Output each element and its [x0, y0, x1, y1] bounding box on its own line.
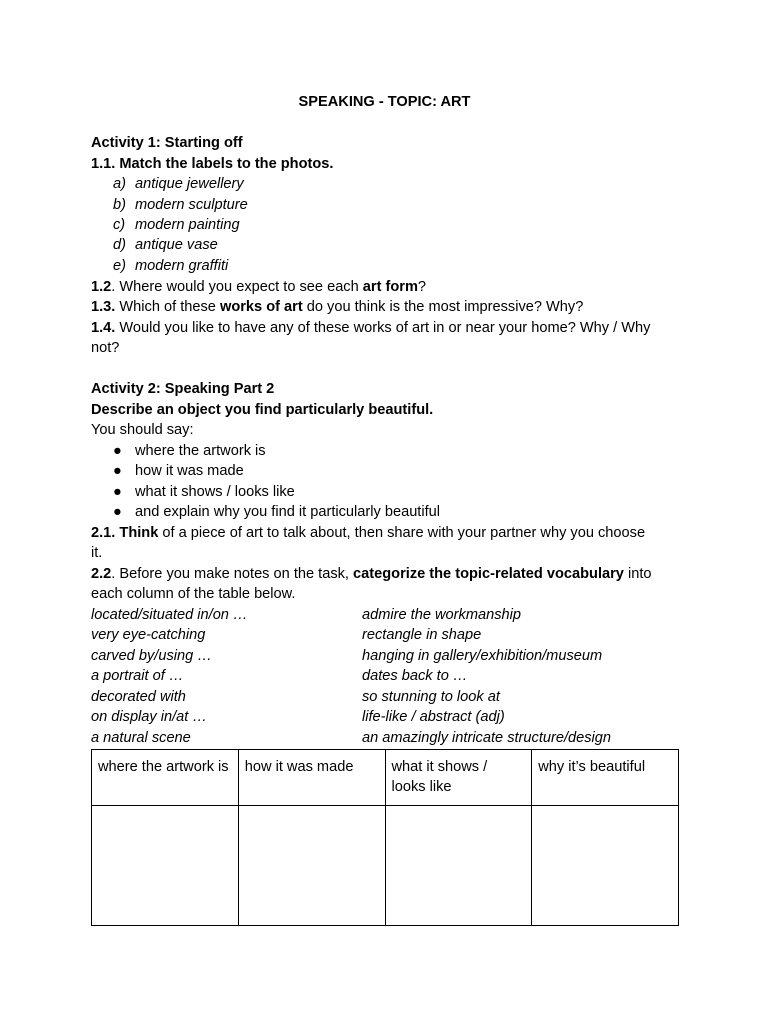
question-2-2-continued: each column of the table below.: [91, 586, 296, 602]
question-keyword: categorize the topic-related vocabulary: [353, 566, 624, 582]
question-text: of a piece of art to talk about, then share with your partner why you choose: [158, 525, 646, 541]
vocab-left-item: carved by/using …: [91, 648, 212, 664]
vocab-left-item: located/situated in/on …: [91, 607, 248, 623]
label-text: antique jewellery: [135, 176, 244, 192]
vocab-right-item: dates back to …: [362, 668, 468, 684]
question-keyword: works of art: [219, 299, 303, 315]
question-1-3: [91, 297, 583, 317]
label-item: [91, 256, 228, 276]
vocab-left-item: decorated with: [91, 689, 186, 705]
bullet-text: and explain why you find it particularly beautiful: [135, 504, 441, 520]
question-text: Which of these: [115, 299, 220, 315]
vocab-right-item: hanging in gallery/exhibition/museum: [362, 648, 603, 664]
vocab-left-item: on display in/at …: [91, 709, 208, 725]
should-say-label: You should say:: [91, 422, 194, 438]
activity2-prompt: Describe an object you find particularly beautiful.: [91, 402, 434, 418]
bullet-item: [91, 461, 244, 481]
vocabulary-category-table: [91, 749, 679, 926]
question-keyword: art form: [362, 279, 418, 295]
header-where-artwork-is: where the artwork is: [92, 750, 239, 806]
question-2-1-continued: it.: [91, 545, 103, 561]
question-text: . Where would you expect to see each: [111, 279, 363, 295]
bullet-dot-icon: ●: [113, 463, 122, 479]
header-what-it-shows: what it shows / looks like: [385, 750, 532, 806]
question-number: 1.4.: [91, 320, 116, 336]
label-item: [91, 215, 240, 235]
vocab-right-item: rectangle in shape: [362, 627, 482, 643]
label-text: modern sculpture: [135, 197, 248, 213]
question-keyword: Think: [115, 525, 159, 541]
question-number: 1.2: [91, 279, 112, 295]
table-header-row: [92, 750, 679, 806]
question-number: 1.3.: [91, 299, 116, 315]
answer-cell-why[interactable]: [532, 806, 679, 926]
bullet-dot-icon: ●: [113, 484, 122, 500]
vocab-right-item: an amazingly intricate structure/design: [362, 730, 612, 746]
label-marker: c): [113, 217, 126, 233]
page-title: SPEAKING - TOPIC: ART: [298, 94, 471, 110]
question-1-1: 1.1. Match the labels to the photos.: [91, 156, 334, 172]
bullet-dot-icon: ●: [113, 443, 122, 459]
label-text: antique vase: [135, 237, 218, 253]
label-marker: a): [113, 176, 126, 192]
question-1-4-continued: not?: [91, 340, 120, 356]
header-why-beautiful: why it’s beautiful: [532, 750, 679, 806]
vocab-left-item: a natural scene: [91, 730, 191, 746]
question-text: . Before you make notes on the task,: [111, 566, 354, 582]
header-how-it-was-made: how it was made: [238, 750, 385, 806]
bullet-text: what it shows / looks like: [135, 484, 295, 500]
label-text: modern painting: [135, 217, 240, 233]
bullet-item: [91, 441, 266, 461]
bullet-item: [91, 482, 295, 502]
label-text: modern graffiti: [135, 258, 229, 274]
label-item: [91, 235, 218, 255]
answer-cell-where[interactable]: [92, 806, 239, 926]
bullet-item: [91, 502, 440, 522]
question-2-2: [91, 564, 652, 584]
table-answer-row: [92, 806, 679, 926]
vocab-left-item: a portrait of …: [91, 668, 184, 684]
question-text-end: do you think is the most impressive? Why?: [302, 299, 584, 315]
question-2-1: [91, 523, 645, 543]
question-1-2: [91, 277, 426, 297]
label-marker: e): [113, 258, 126, 274]
vocab-left-item: very eye-catching: [91, 627, 206, 643]
label-item: [91, 174, 244, 194]
activity2-heading: Activity 2: Speaking Part 2: [91, 381, 275, 397]
label-marker: d): [113, 237, 126, 253]
bullet-text: how it was made: [135, 463, 244, 479]
question-number: 2.1.: [91, 525, 116, 541]
question-text-end: ?: [417, 279, 427, 295]
answer-cell-how[interactable]: [238, 806, 385, 926]
label-marker: b): [113, 197, 126, 213]
question-1-4: [91, 318, 650, 338]
question-text-end: into: [623, 566, 652, 582]
bullet-text: where the artwork is: [135, 443, 266, 459]
answer-cell-what[interactable]: [385, 806, 532, 926]
bullet-dot-icon: ●: [113, 504, 122, 520]
vocab-right-item: admire the workmanship: [362, 607, 521, 623]
vocab-right-item: life-like / abstract (adj): [362, 709, 505, 725]
activity1-heading: Activity 1: Starting off: [91, 135, 243, 151]
question-text: Would you like to have any of these works of art in or near your home? Why / Why: [115, 320, 651, 336]
question-number: 2.2: [91, 566, 112, 582]
vocab-right-item: so stunning to look at: [362, 689, 500, 705]
label-item: [91, 195, 248, 215]
